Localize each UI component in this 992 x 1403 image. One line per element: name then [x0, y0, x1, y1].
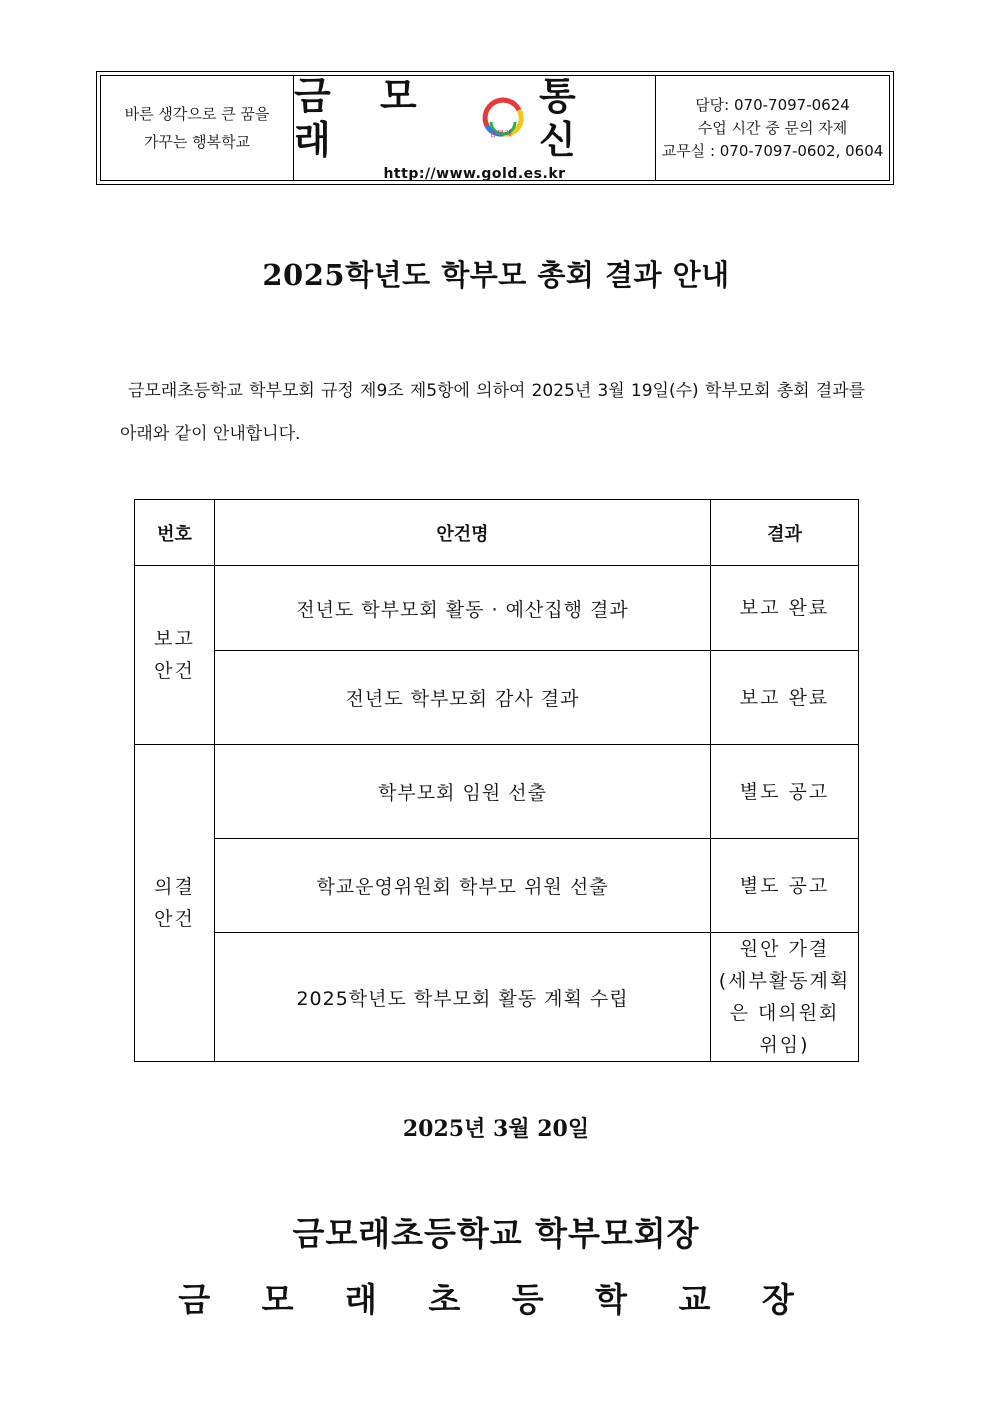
category-resolution: [135, 745, 215, 1062]
table-row: [135, 745, 859, 839]
header-number: 번호: [135, 500, 215, 566]
agenda-item: 2025학년도 학부모회 활동 계획 수립: [215, 933, 711, 1062]
school-url[interactable]: http://www.gold.es.kr: [383, 166, 566, 182]
table-header-row: [135, 500, 859, 566]
title-part-1: 금 모 래: [294, 74, 435, 162]
agenda-result: [711, 933, 859, 1062]
agenda-result: 별도 공고: [711, 745, 859, 839]
category-label: 보고: [154, 628, 195, 650]
table-row: [135, 933, 859, 1062]
contact-line-1: 담당: 070-7097-0624: [695, 95, 850, 114]
motto-line-1: 바른 생각으로 큰 꿈을: [124, 105, 270, 123]
category-label: 안건: [154, 908, 195, 930]
signature-parent-association: 금모래초등학교 학부모회장: [292, 1214, 700, 1253]
newsletter-masthead: [294, 76, 656, 180]
table-row: [135, 839, 859, 933]
contact-info: [656, 76, 889, 180]
category-report: [135, 566, 215, 745]
table-row: [135, 651, 859, 745]
agenda-result: 보고 완료: [711, 651, 859, 745]
header-agenda-name: 안건명: [215, 500, 711, 566]
school-logo-icon: [481, 96, 525, 140]
agenda-item: 전년도 학부모회 감사 결과: [215, 651, 711, 745]
document-title: 2025학년도 학부모 총회 결과 안내: [262, 258, 730, 292]
title-part-2: 통 신: [538, 74, 594, 162]
document-date: 2025년 3월 20일: [402, 1116, 590, 1142]
category-label: 안건: [154, 660, 195, 682]
signature-principal: 금 모 래 초 등 학 교 장: [178, 1280, 814, 1319]
agenda-table: [134, 499, 859, 1062]
result-line: 은 대의원회: [729, 1002, 840, 1024]
logo-text: 금모래: [488, 129, 513, 138]
agenda-result: 보고 완료: [711, 566, 859, 651]
contact-line-2: 수업 시간 중 문의 자제: [697, 118, 848, 137]
result-line: 원안 가결: [739, 938, 830, 960]
agenda-item: 학부모회 임원 선출: [215, 745, 711, 839]
intro-paragraph: 금모래초등학교 학부모회 규정 제9조 제5항에 의하여 2025년 3월 19일(수) 학부모회 총회 결과를 아래와 같이 안내합니다.: [120, 381, 865, 444]
result-line: (세부활동계획: [718, 970, 851, 992]
header-frame: [100, 75, 890, 181]
newsletter-header: [96, 71, 894, 185]
school-motto: [101, 76, 294, 180]
category-label: 의결: [154, 876, 195, 898]
header-result: 결과: [711, 500, 859, 566]
contact-line-3: 교무실 : 070-7097-0602, 0604: [661, 141, 884, 160]
result-line: 위임): [759, 1034, 810, 1056]
agenda-item: 전년도 학부모회 활동 · 예산집행 결과: [215, 566, 711, 651]
agenda-result: 별도 공고: [711, 839, 859, 933]
newsletter-title: [294, 74, 655, 162]
table-row: [135, 566, 859, 651]
agenda-item: 학교운영위원회 학부모 위원 선출: [215, 839, 711, 933]
motto-line-2: 가꾸는 행복학교: [143, 133, 251, 151]
